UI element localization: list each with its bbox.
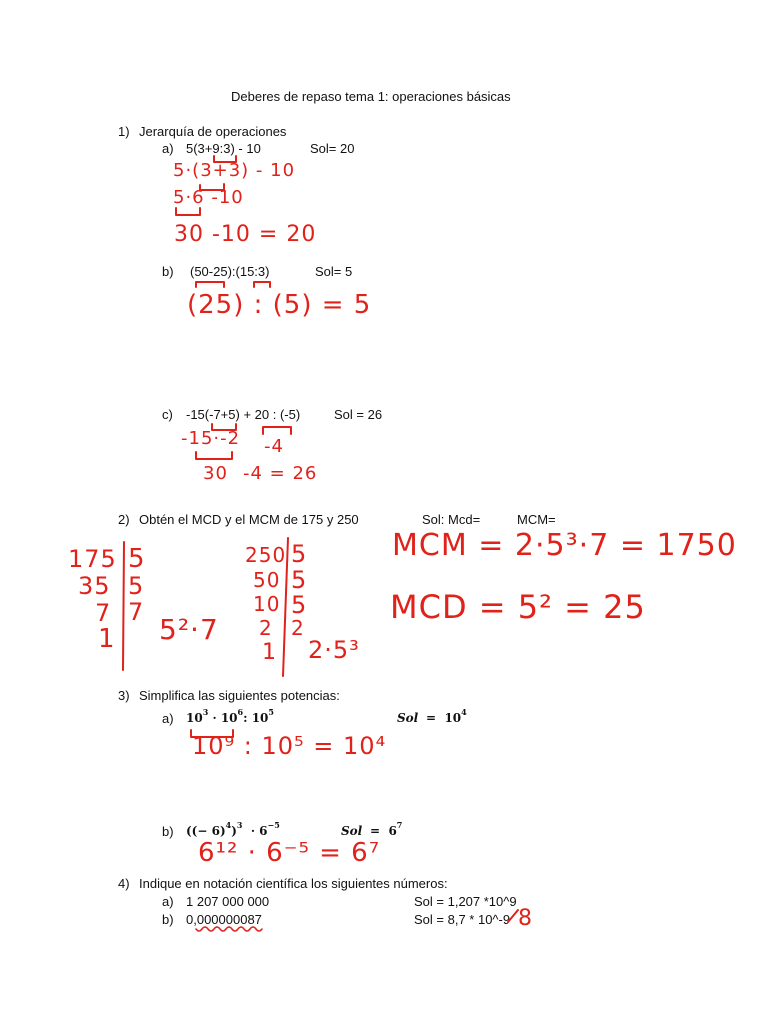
- q4b-solution: Sol = 8,7 * 10^-9: [414, 912, 511, 927]
- q2-sol-mcd: Sol: Mcd=: [422, 512, 481, 527]
- div175-right-0: 5: [128, 544, 146, 574]
- q4a-value: 1 207 000 000: [186, 894, 270, 909]
- q3-number: 3): [118, 688, 130, 703]
- div250-left-3: 2: [259, 616, 273, 640]
- bracket-icon: [212, 424, 236, 430]
- div250-right-2: 5: [291, 591, 308, 619]
- q1a-solution: Sol= 20: [310, 141, 355, 156]
- q1b-solution: Sol= 5: [315, 264, 353, 279]
- q2-sol-mcm: MCM=: [517, 512, 556, 527]
- div175-right-1: 5: [128, 572, 145, 600]
- q4-number: 4): [118, 876, 130, 891]
- q1c-label: c): [162, 407, 173, 422]
- q3a-label: a): [162, 711, 174, 726]
- q1b-work: (25) : (5) = 5: [187, 290, 372, 320]
- q2-number: 2): [118, 512, 130, 527]
- q4-heading: Indique en notación científica los siguientes números:: [139, 876, 448, 891]
- div175-right-2: 7: [128, 598, 145, 626]
- div175-left-0: 175: [68, 545, 117, 573]
- q3a-work: 10⁹ : 10⁵ = 10⁴: [192, 732, 387, 760]
- q1c-work-line2a: 30: [203, 463, 228, 484]
- bracket-icon: [214, 156, 236, 162]
- division-bar: [123, 542, 124, 670]
- div250-left-1: 50: [253, 568, 281, 592]
- div250-left-4: 1: [262, 640, 277, 665]
- q4b-correction: 8: [518, 906, 533, 931]
- q1a-expression: 5(3+9:3) - 10: [186, 141, 261, 156]
- division-bar: [283, 538, 288, 676]
- q1c-expression: -15(-7+5) + 20 : (-5): [186, 407, 301, 422]
- bracket-icon: [196, 452, 232, 459]
- q3-heading: Simplifica las siguientes potencias:: [139, 688, 340, 703]
- q3a-solution: Sol = $10^4$: [397, 707, 467, 725]
- q3b-solution: Sol = $6^7$: [341, 820, 403, 838]
- div175-left-2: 7: [95, 599, 112, 627]
- div250-left-0: 250: [245, 543, 287, 567]
- div175-left-1: 35: [78, 572, 111, 600]
- q1a-work-line1: 5·(3+3) - 10: [173, 160, 296, 181]
- q4b-value: 0,000000087: [186, 912, 262, 927]
- q1-heading: Jerarquía de operaciones: [139, 124, 287, 139]
- div250-left-2: 10: [253, 592, 281, 616]
- q4b-label: b): [162, 912, 174, 927]
- q4a-label: a): [162, 894, 174, 909]
- bracket-icon: [191, 730, 233, 737]
- q2-heading: Obtén el MCD y el MCM de 175 y 250: [139, 512, 359, 527]
- q1a-work-line3: 30 -10 = 20: [174, 222, 317, 247]
- div250-right-0: 5: [291, 540, 308, 568]
- bracket-icon: [263, 427, 291, 434]
- wavy-underline: [196, 927, 262, 931]
- q3b-expression: ((− $6)^4)^3 \cdot 6^{-5}$: [186, 820, 280, 838]
- bracket-icon: [200, 184, 224, 190]
- q1c-work-line1a: -15·-2: [181, 428, 241, 449]
- div250-right-1: 5: [291, 566, 308, 594]
- q3b-label: b): [162, 824, 174, 839]
- q1a-label: a): [162, 141, 174, 156]
- q4a-solution: Sol = 1,207 *10^9: [414, 894, 517, 909]
- factor175: 5²·7: [159, 613, 219, 646]
- factor250: 2·5³: [308, 636, 360, 664]
- q3a-expression: $10^3 \cdot 10^6$: $10^5$: [186, 707, 274, 725]
- bracket-icon: [254, 282, 270, 287]
- div250-right-3: 2: [291, 616, 305, 640]
- div175-left-3: 1: [98, 624, 116, 654]
- page-title: Deberes de repaso tema 1: operaciones básicas: [231, 89, 511, 104]
- q1c-solution: Sol = 26: [334, 407, 383, 422]
- bracket-icon: [196, 282, 224, 287]
- q1c-work-line1b: -4: [264, 436, 284, 457]
- q1b-label: b): [162, 264, 174, 279]
- q1a-work-line2: 5·6 -10: [173, 187, 244, 208]
- q1b-expression: (50-25):(15:3): [190, 264, 270, 279]
- mcd-work: MCD = 5² = 25: [390, 588, 646, 626]
- q1-number: 1): [118, 124, 130, 139]
- mcm-work: MCM = 2·5³·7 = 1750: [392, 528, 737, 563]
- q3b-work: 6¹² · 6⁻⁵ = 6⁷: [198, 838, 381, 868]
- correction-strike: [508, 910, 518, 922]
- q1c-work-line2b: -4 = 26: [243, 463, 318, 484]
- bracket-icon: [176, 208, 200, 215]
